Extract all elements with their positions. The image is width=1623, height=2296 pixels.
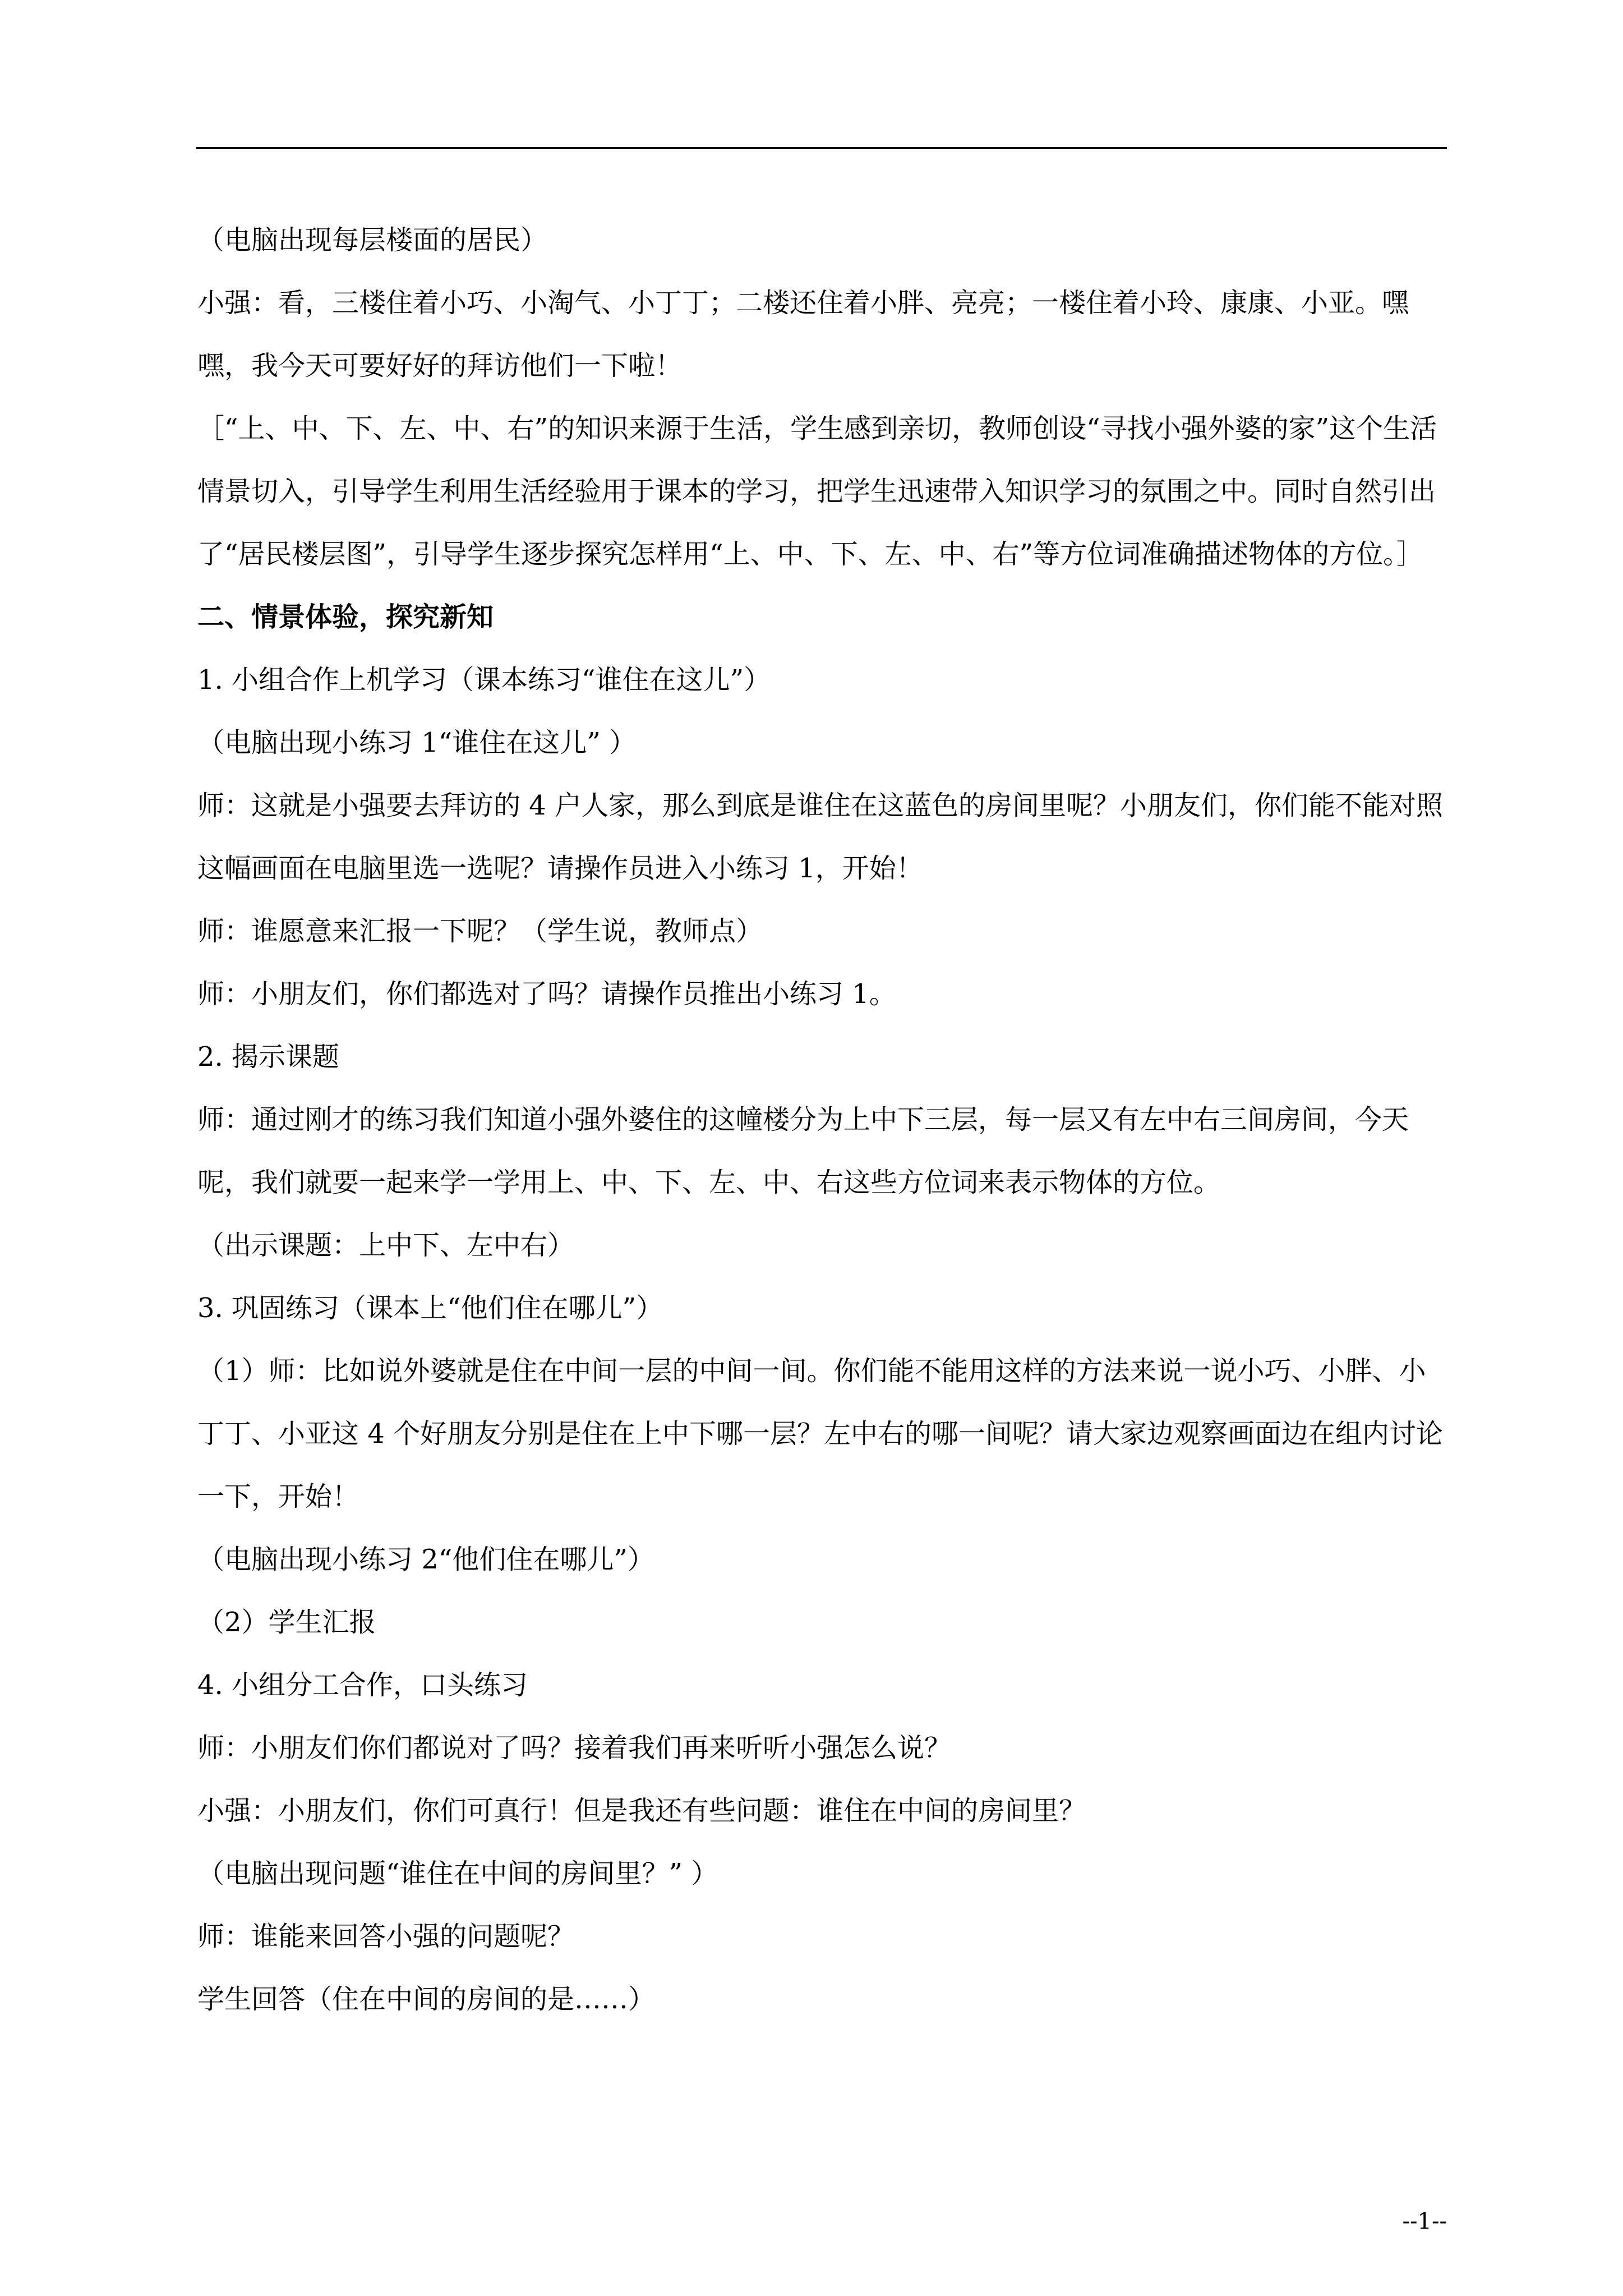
paragraph: 2. 揭示课题 [197, 1041, 340, 1073]
paragraph: 师：谁愿意来汇报一下呢？（学生说，教师点） [197, 915, 763, 947]
header-rule [196, 147, 1447, 149]
paragraph: 小强：小朋友们，你们可真行！但是我还有些问题：谁住在中间的房间里？ [197, 1795, 1086, 1826]
paragraph: （电脑出现问题“谁住在中间的房间里？” ） [197, 1858, 718, 1889]
paragraph: 学生回答（住在中间的房间的是……） [197, 1984, 656, 2015]
paragraph: 小强：看，三楼住着小巧、小淘气、小丁丁；二楼还住着小胖、亮亮；一楼住着小玲、康康、小亚。嘿嘿，我今天可要好好的拜访他们一下啦！ [197, 287, 1409, 381]
paragraph: 师：这就是小强要去拜访的 4 户人家，那么到底是谁住在这蓝色的房间里呢？小朋友们，你们能不能对照这幅画面在电脑里选一选呢？请操作员进入小练习 1，开始！ [197, 790, 1444, 884]
paragraph: （1）师：比如说外婆就是住在中间一层的中间一间。你们能不能用这样的方法来说一说小巧、小胖、小丁丁、小亚这 4 个好朋友分别是住在上中下哪一层？左中右的哪一间呢？请大家边观察画面边在组内讨论一下，开始！ [197, 1355, 1444, 1512]
page-number: --1-- [1402, 2208, 1447, 2234]
paragraph: 师：小朋友们你们都说对了吗？接着我们再来听听小强怎么说？ [197, 1732, 952, 1764]
paragraph: （2）学生汇报 [197, 1607, 376, 1638]
paragraph: 4. 小组分工合作，口头练习 [197, 1669, 528, 1701]
paragraph: ［“上、中、下、左、中、右”的知识来源于生活，学生感到亲切，教师创设“寻找小强外婆的家”这个生活情景切入，引导学生利用生活经验用于课本的学习，把学生迅速带入知识学习的氛围之中。同时自然引出了“居民楼层图”，引导学生逐步探究怎样用“上、中、下、左、中、右”等方位词准确描述物体的方位。］ [197, 413, 1437, 570]
paragraph: 1. 小组合作上机学习（课本练习“谁住在这儿”） [197, 664, 771, 696]
paragraph: （电脑出现每层楼面的居民） [197, 224, 548, 256]
document-body [197, 209, 1448, 2031]
paragraph: 师：通过刚才的练习我们知道小强外婆住的这幢楼分为上中下三层，每一层又有左中右三间房间，今天呢，我们就要一起来学一学用上、中、下、左、中、右这些方位词来表示物体的方位。 [197, 1104, 1409, 1198]
paragraph: 师：谁能来回答小强的问题呢？ [197, 1921, 575, 1952]
paragraph: 师：小朋友们，你们都选对了吗？请操作员推出小练习 1。 [197, 978, 896, 1010]
paragraph: 3. 巩固练习（课本上“他们住在哪儿”） [197, 1292, 663, 1324]
paragraph: （电脑出现小练习 2“他们住在哪儿”） [197, 1544, 654, 1575]
section-heading: 二、情景体验，探究新知 [197, 601, 494, 633]
paragraph: （电脑出现小练习 1“谁住在这儿” ） [197, 727, 637, 758]
paragraph: （出示课题：上中下、左中右） [197, 1230, 575, 1261]
